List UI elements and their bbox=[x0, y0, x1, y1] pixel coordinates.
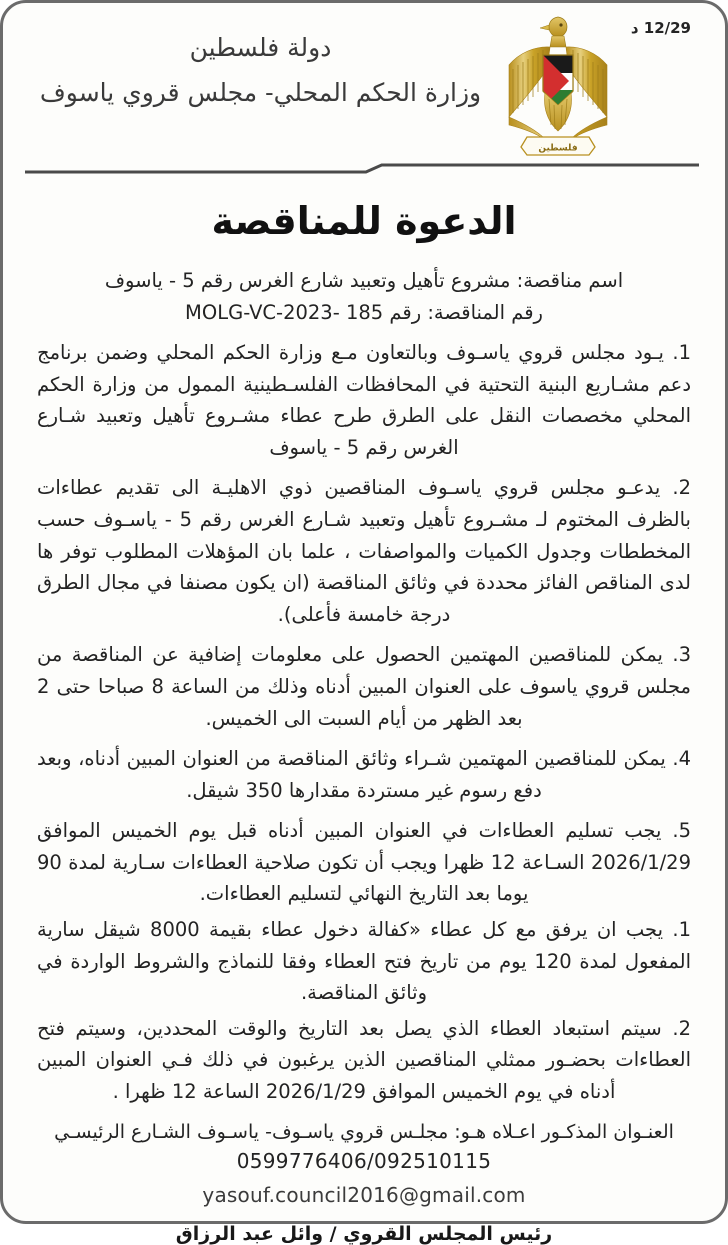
svg-text:فلسطين: فلسطين bbox=[538, 143, 578, 154]
clause-5: 5. يجب تسليم العطاءات في العنوان المبين أدناه قبل يوم الخميس الموافق 2026/1/29 السـاعة 12 ظهرا ويجب أن تكون صلاحية العطاءات سـارية لمدة 90 يوما بعد التاريخ النهائي لتسليم العطاءات. bbox=[37, 819, 691, 906]
emblem-scroll bbox=[521, 137, 595, 155]
document-body bbox=[23, 265, 705, 1245]
signature-line: رئيس المجلس القروي / وائل عبد الرزاق bbox=[175, 1222, 553, 1245]
clause-3: 3. يمكن للمناقصين المهتمين الحصول على معلومات إضافية عن المناقصة من مجلس قروي ياسوف على العنوان المبين أدناه وذلك من الساعة 8 صباحا حتى 2 بعد الظهر من أيام السبت الى الخميس. bbox=[37, 643, 691, 730]
ministry-and-council-name: وزارة الحكم المحلي- مجلس قروي ياسوف bbox=[39, 78, 482, 107]
contact-address: العنـوان المذكـور اعـلاه هـو: مجلـس قروي ياسـوف- ياسـوف الشـارع الرئيسـي bbox=[54, 1121, 674, 1144]
state-name: دولة فلسطين bbox=[189, 33, 332, 62]
condition-2: 2. سيتم استبعاد العطاء الذي يصل بعد التاريخ والوقت المحددين، وسيتم فتح العطاءات بحضـور ممثلي المناقصين الذين يرغبون في ذلك فـي العنوان المبين أدناه في يوم الخميس الموافق 2026/1/29 الساعة 12 ظهرا . bbox=[37, 1016, 691, 1103]
clause-4: 4. يمكن للمناقصين المهتمين شـراء وثائق المناقصة من العنوان المبين أدناه، وبعد دفع رسوم غير مستردة مقدارها 350 شيقل. bbox=[37, 747, 691, 802]
corner-date-mark: 12/29 د bbox=[630, 19, 691, 37]
contact-email[interactable]: yasouf.council2016@gmail.com bbox=[202, 1182, 526, 1207]
header-divider bbox=[25, 161, 699, 177]
document-header bbox=[23, 11, 705, 159]
tender-name-line: اسم مناقصة: مشروع تأهيل وتعبيد شارع الغرس رقم 5 - ياسوف bbox=[104, 269, 624, 292]
organization-lines bbox=[31, 33, 490, 107]
palestine-eagle-emblem bbox=[499, 13, 617, 159]
contact-phones: 0599776406/092510115 bbox=[236, 1148, 492, 1173]
clause-1: 1. يـود مجلس قروي ياسـوف وبالتعاون مـع وزارة الحكم المحلي وضمن برنامج دعم مشـاريع البنية التحتية في المحافظات الفلسـطينية الممول من وزارة الحكم المحلي مخصصات النقل على الطرق طرح عطاء مشـروع تأهيل وتعبيد شـارع الغرس رقم 5 - ياسوف bbox=[37, 341, 691, 459]
tender-number-line: رقم المناقصة: رقم 185 -MOLG-VC-2023 bbox=[185, 300, 543, 324]
page-title: الدعوة للمناقصة bbox=[211, 199, 517, 243]
contact-block bbox=[37, 1117, 691, 1206]
clause-2: 2. يدعـو مجلس قروي ياسـوف المناقصين ذوي الاهليـة الى تقديم عطاءات بالظرف المختوم لـ مشـروع تأهيل وتعبيد شـارع الغرس رقم 5 - ياسـوف حسب المخططات وجدول الكميات والمواصفات ، علما بان المؤهلات المطلوب توفر ها لدى المناقص الفائز محددة في وثائق المناقصة (ان يكون مصنفا في مجال الطرق درجة خامسة فأعلى). bbox=[37, 476, 691, 626]
condition-1: 1. يجب ان يرفق مع كل عطاء «كفالة دخول عطاء بقيمة 8000 شيقل سارية المفعول لمدة 120 يوم من تاريخ فتح العطاء وفقا للنماذج والشروط الواردة في وثائق المناقصة. bbox=[37, 917, 691, 1005]
